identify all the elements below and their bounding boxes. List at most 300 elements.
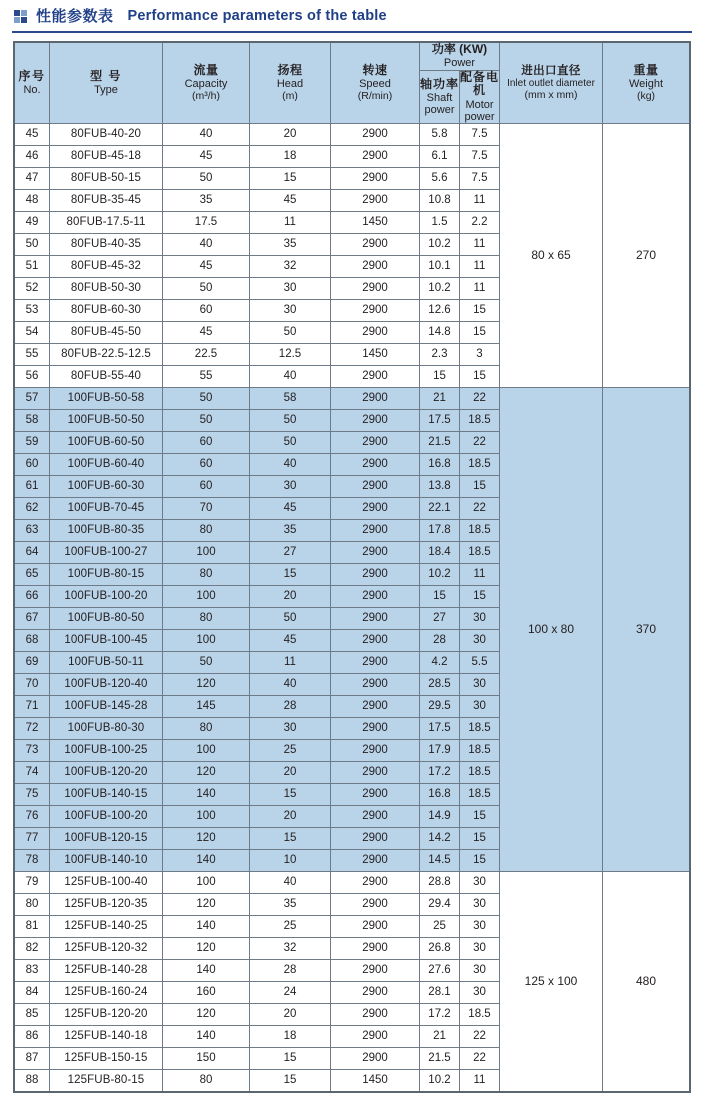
cell-speed: 2900 [331,476,420,498]
cell-no: 64 [14,542,50,564]
cell-motor: 22 [460,432,500,454]
column-header-capacity [163,42,250,124]
cell-no: 69 [14,652,50,674]
column-header-speed-cn: 转速 [362,62,388,77]
cell-speed: 2900 [331,762,420,784]
cell-speed: 2900 [331,630,420,652]
cell-shaft: 5.6 [420,168,460,190]
cell-capacity: 80 [163,1070,250,1093]
cell-speed: 2900 [331,916,420,938]
cell-motor: 15 [460,322,500,344]
cell-capacity: 80 [163,608,250,630]
cell-motor: 18.5 [460,542,500,564]
cell-shaft: 17.2 [420,762,460,784]
cell-shaft: 10.2 [420,278,460,300]
cell-type: 100FUB-50-50 [50,410,163,432]
cell-speed: 2900 [331,300,420,322]
column-header-speed [331,42,420,124]
column-header-power-group-en: Power [443,57,476,70]
cell-capacity: 40 [163,124,250,146]
cell-no: 81 [14,916,50,938]
cell-capacity: 100 [163,542,250,564]
cell-no: 53 [14,300,50,322]
cell-speed: 2900 [331,1026,420,1048]
cell-shaft: 5.8 [420,124,460,146]
header-row-top [14,42,690,70]
column-header-head-unit: (m) [282,89,298,102]
cell-motor: 15 [460,366,500,388]
cell-type: 125FUB-140-25 [50,916,163,938]
cell-motor: 22 [460,498,500,520]
cell-type: 125FUB-140-18 [50,1026,163,1048]
cell-no: 48 [14,190,50,212]
cell-capacity: 120 [163,1004,250,1026]
cell-motor: 22 [460,1048,500,1070]
cell-shaft: 14.9 [420,806,460,828]
cell-type: 100FUB-145-28 [50,696,163,718]
cell-motor: 7.5 [460,124,500,146]
cell-type: 100FUB-70-45 [50,498,163,520]
cell-shaft: 22.1 [420,498,460,520]
cell-no: 72 [14,718,50,740]
cell-head: 30 [250,300,331,322]
cell-shaft: 14.8 [420,322,460,344]
cell-capacity: 45 [163,256,250,278]
column-header-no [14,42,50,124]
cell-no: 86 [14,1026,50,1048]
column-header-motor-power [460,70,500,124]
cell-head: 30 [250,476,331,498]
cell-head: 30 [250,718,331,740]
cell-type: 100FUB-50-58 [50,388,163,410]
cell-type: 125FUB-140-28 [50,960,163,982]
cell-capacity: 100 [163,872,250,894]
page-title-bar [0,0,702,24]
cell-speed: 2900 [331,696,420,718]
cell-speed: 2900 [331,520,420,542]
cell-motor: 22 [460,388,500,410]
cell-motor: 15 [460,300,500,322]
cell-motor: 18.5 [460,718,500,740]
cell-type: 100FUB-100-20 [50,586,163,608]
performance-table-container [0,33,702,1093]
cell-motor: 15 [460,828,500,850]
cell-speed: 2900 [331,432,420,454]
cell-head: 50 [250,608,331,630]
cell-shaft: 10.1 [420,256,460,278]
cell-capacity: 50 [163,388,250,410]
cell-type: 100FUB-100-20 [50,806,163,828]
column-header-type-en: Type [94,84,118,97]
cell-type: 80FUB-50-30 [50,278,163,300]
cell-no: 45 [14,124,50,146]
cell-capacity: 60 [163,476,250,498]
cell-motor: 5.5 [460,652,500,674]
cell-no: 50 [14,234,50,256]
cell-motor: 30 [460,608,500,630]
cell-head: 32 [250,256,331,278]
cell-no: 80 [14,894,50,916]
cell-capacity: 140 [163,784,250,806]
cell-capacity: 80 [163,564,250,586]
cell-head: 45 [250,498,331,520]
cell-shaft: 13.8 [420,476,460,498]
cell-head: 15 [250,828,331,850]
cell-speed: 2900 [331,322,420,344]
cell-shaft: 4.2 [420,652,460,674]
cell-motor: 30 [460,630,500,652]
cell-motor: 30 [460,872,500,894]
cell-capacity: 140 [163,916,250,938]
cell-shaft: 10.8 [420,190,460,212]
cell-head: 35 [250,234,331,256]
cell-shaft: 28.5 [420,674,460,696]
cell-type: 125FUB-80-15 [50,1070,163,1093]
cell-speed: 2900 [331,784,420,806]
cell-head: 24 [250,982,331,1004]
cell-head: 15 [250,1048,331,1070]
cell-head: 10 [250,850,331,872]
cell-type: 80FUB-50-15 [50,168,163,190]
cell-type: 80FUB-17.5-11 [50,212,163,234]
cell-no: 61 [14,476,50,498]
column-header-inlet-cn: 进出口直径 [521,64,581,77]
cell-shaft: 15 [420,586,460,608]
page-title-chinese: 性能参数表 [36,8,114,25]
cell-shaft: 2.3 [420,344,460,366]
cell-shaft: 10.2 [420,564,460,586]
cell-speed: 2900 [331,850,420,872]
cell-motor: 15 [460,806,500,828]
cell-speed: 2900 [331,586,420,608]
column-header-motor-cn: 配备电机 [460,69,500,98]
cell-speed: 2900 [331,872,420,894]
cell-capacity: 60 [163,432,250,454]
cell-shaft: 15 [420,366,460,388]
cell-capacity: 160 [163,982,250,1004]
cell-speed: 2900 [331,608,420,630]
cell-shaft: 6.1 [420,146,460,168]
table-header [14,42,690,124]
cell-shaft: 12.6 [420,300,460,322]
cell-speed: 2900 [331,960,420,982]
cell-no: 67 [14,608,50,630]
cell-head: 35 [250,894,331,916]
cell-shaft: 21 [420,388,460,410]
cell-type: 100FUB-50-11 [50,652,163,674]
cell-head: 15 [250,564,331,586]
cell-type: 80FUB-60-30 [50,300,163,322]
cell-head: 35 [250,520,331,542]
cell-head: 11 [250,212,331,234]
cell-shaft: 16.8 [420,454,460,476]
cell-speed: 2900 [331,828,420,850]
cell-capacity: 60 [163,454,250,476]
cell-capacity: 55 [163,366,250,388]
cell-shaft: 17.5 [420,718,460,740]
cell-motor: 18.5 [460,784,500,806]
cell-shaft: 21.5 [420,432,460,454]
cell-inlet-outlet-diameter: 125 x 100 [500,872,603,1093]
cell-speed: 2900 [331,1004,420,1026]
cell-no: 54 [14,322,50,344]
column-header-weight-unit: (kg) [636,89,656,102]
cell-type: 80FUB-22.5-12.5 [50,344,163,366]
cell-weight: 480 [603,872,691,1093]
cell-type: 80FUB-55-40 [50,366,163,388]
cell-no: 66 [14,586,50,608]
cell-no: 65 [14,564,50,586]
cell-shaft: 21 [420,1026,460,1048]
cell-capacity: 140 [163,960,250,982]
cell-shaft: 14.5 [420,850,460,872]
cell-capacity: 50 [163,278,250,300]
cell-speed: 2900 [331,564,420,586]
cell-speed: 2900 [331,542,420,564]
column-header-type-cn: 型 号 [90,68,122,83]
cell-no: 49 [14,212,50,234]
cell-no: 70 [14,674,50,696]
cell-motor: 30 [460,916,500,938]
cell-capacity: 100 [163,806,250,828]
cell-no: 85 [14,1004,50,1026]
cell-speed: 2900 [331,718,420,740]
cell-type: 80FUB-45-50 [50,322,163,344]
cell-no: 83 [14,960,50,982]
cell-head: 40 [250,454,331,476]
cell-capacity: 120 [163,828,250,850]
cell-motor: 18.5 [460,454,500,476]
cell-speed: 2900 [331,190,420,212]
cell-speed: 2900 [331,674,420,696]
cell-motor: 11 [460,190,500,212]
cell-type: 80FUB-40-35 [50,234,163,256]
four-square-logo-icon [14,10,27,23]
cell-no: 57 [14,388,50,410]
cell-no: 73 [14,740,50,762]
cell-type: 100FUB-120-40 [50,674,163,696]
column-header-type [50,42,163,124]
cell-head: 20 [250,806,331,828]
cell-speed: 2900 [331,410,420,432]
cell-motor: 11 [460,1070,500,1093]
cell-type: 100FUB-140-15 [50,784,163,806]
cell-type: 100FUB-60-30 [50,476,163,498]
cell-capacity: 145 [163,696,250,718]
cell-speed: 2900 [331,498,420,520]
cell-head: 58 [250,388,331,410]
cell-no: 62 [14,498,50,520]
cell-capacity: 17.5 [163,212,250,234]
cell-speed: 2900 [331,454,420,476]
cell-type: 100FUB-80-30 [50,718,163,740]
cell-speed: 2900 [331,146,420,168]
cell-speed: 2900 [331,388,420,410]
cell-motor: 22 [460,1026,500,1048]
cell-speed: 2900 [331,740,420,762]
cell-head: 45 [250,190,331,212]
cell-type: 100FUB-120-15 [50,828,163,850]
cell-motor: 3 [460,344,500,366]
cell-shaft: 27.6 [420,960,460,982]
cell-no: 76 [14,806,50,828]
cell-capacity: 50 [163,168,250,190]
cell-type: 100FUB-80-35 [50,520,163,542]
cell-head: 50 [250,410,331,432]
cell-type: 100FUB-100-27 [50,542,163,564]
cell-type: 100FUB-80-15 [50,564,163,586]
cell-head: 40 [250,366,331,388]
cell-head: 28 [250,696,331,718]
cell-no: 58 [14,410,50,432]
cell-type: 100FUB-80-50 [50,608,163,630]
cell-head: 20 [250,124,331,146]
cell-capacity: 70 [163,498,250,520]
cell-speed: 2900 [331,168,420,190]
cell-shaft: 26.8 [420,938,460,960]
column-header-inlet-unit: (mm x mm) [524,88,578,101]
cell-motor: 2.2 [460,212,500,234]
cell-type: 80FUB-35-45 [50,190,163,212]
cell-speed: 2900 [331,366,420,388]
cell-head: 50 [250,322,331,344]
cell-no: 82 [14,938,50,960]
table-body [14,124,690,1093]
cell-motor: 18.5 [460,740,500,762]
cell-capacity: 120 [163,894,250,916]
cell-head: 18 [250,1026,331,1048]
cell-type: 80FUB-45-32 [50,256,163,278]
cell-type: 100FUB-60-50 [50,432,163,454]
column-header-capacity-unit: (m³/h) [192,89,220,102]
cell-capacity: 35 [163,190,250,212]
cell-shaft: 28.8 [420,872,460,894]
cell-type: 100FUB-140-10 [50,850,163,872]
cell-head: 20 [250,586,331,608]
cell-motor: 30 [460,696,500,718]
cell-type: 125FUB-120-32 [50,938,163,960]
cell-head: 45 [250,630,331,652]
cell-capacity: 22.5 [163,344,250,366]
cell-head: 18 [250,146,331,168]
cell-capacity: 140 [163,1026,250,1048]
cell-head: 15 [250,784,331,806]
cell-head: 40 [250,872,331,894]
cell-speed: 1450 [331,1070,420,1093]
cell-type: 100FUB-120-20 [50,762,163,784]
cell-type: 100FUB-100-25 [50,740,163,762]
cell-no: 63 [14,520,50,542]
cell-motor: 7.5 [460,146,500,168]
cell-no: 68 [14,630,50,652]
cell-head: 15 [250,1070,331,1093]
cell-capacity: 140 [163,850,250,872]
table-row [14,388,690,410]
cell-capacity: 120 [163,762,250,784]
cell-head: 11 [250,652,331,674]
cell-motor: 15 [460,586,500,608]
cell-motor: 30 [460,982,500,1004]
cell-speed: 2900 [331,234,420,256]
cell-motor: 7.5 [460,168,500,190]
cell-speed: 2900 [331,278,420,300]
cell-motor: 11 [460,234,500,256]
cell-no: 60 [14,454,50,476]
column-header-shaft-cn: 轴功率 [420,76,460,91]
cell-shaft: 27 [420,608,460,630]
cell-shaft: 28.1 [420,982,460,1004]
cell-type: 100FUB-60-40 [50,454,163,476]
cell-shaft: 17.8 [420,520,460,542]
cell-capacity: 100 [163,586,250,608]
cell-no: 88 [14,1070,50,1093]
column-header-inlet-en: Inlet outlet diameter [507,77,595,89]
cell-type: 125FUB-100-40 [50,872,163,894]
column-header-no-en: No. [23,84,41,97]
cell-weight: 370 [603,388,691,872]
cell-motor: 18.5 [460,520,500,542]
column-header-speed-unit: (R/min) [357,89,393,102]
cell-head: 20 [250,1004,331,1026]
cell-type: 125FUB-160-24 [50,982,163,1004]
cell-motor: 11 [460,278,500,300]
column-header-capacity-en: Capacity [184,78,228,91]
column-header-capacity-cn: 流量 [193,62,219,77]
cell-head: 30 [250,278,331,300]
column-header-weight [603,42,691,124]
column-header-head-en: Head [276,78,304,91]
cell-shaft: 21.5 [420,1048,460,1070]
cell-shaft: 10.2 [420,1070,460,1093]
cell-head: 27 [250,542,331,564]
cell-motor: 11 [460,256,500,278]
cell-head: 28 [250,960,331,982]
cell-motor: 15 [460,476,500,498]
cell-capacity: 100 [163,630,250,652]
cell-shaft: 17.2 [420,1004,460,1026]
cell-no: 46 [14,146,50,168]
cell-capacity: 50 [163,410,250,432]
cell-head: 40 [250,674,331,696]
cell-capacity: 80 [163,718,250,740]
cell-shaft: 16.8 [420,784,460,806]
cell-type: 125FUB-150-15 [50,1048,163,1070]
column-header-no-cn: 序号 [18,68,46,83]
column-header-power-group [420,42,500,70]
cell-capacity: 45 [163,146,250,168]
cell-motor: 30 [460,938,500,960]
cell-no: 87 [14,1048,50,1070]
cell-shaft: 29.5 [420,696,460,718]
cell-shaft: 18.4 [420,542,460,564]
cell-motor: 18.5 [460,1004,500,1026]
column-header-shaft-en: Shaft power [424,92,455,117]
cell-speed: 1450 [331,212,420,234]
cell-speed: 2900 [331,982,420,1004]
cell-motor: 11 [460,564,500,586]
cell-no: 59 [14,432,50,454]
cell-head: 25 [250,916,331,938]
cell-type: 125FUB-120-35 [50,894,163,916]
cell-speed: 1450 [331,344,420,366]
cell-motor: 30 [460,674,500,696]
cell-motor: 18.5 [460,762,500,784]
cell-head: 32 [250,938,331,960]
cell-head: 12.5 [250,344,331,366]
cell-motor: 30 [460,894,500,916]
column-header-weight-en: Weight [628,78,664,91]
cell-shaft: 25 [420,916,460,938]
